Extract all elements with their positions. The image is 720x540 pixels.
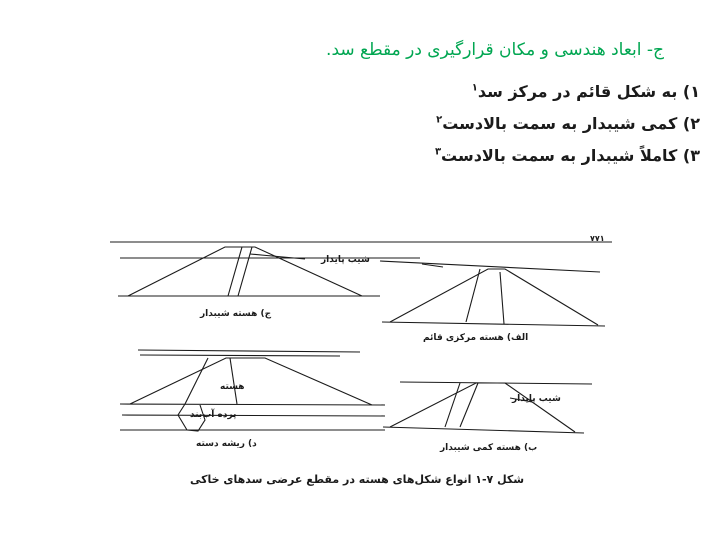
slope-label-right: شیب پایدار: [512, 394, 561, 404]
list-item-1-note: ۱: [471, 82, 478, 94]
corner-mark: ۷۷۱: [590, 234, 605, 243]
list-item-2: [436, 114, 700, 133]
list-item-2-text: ۲) کمی شیبدار به سمت بالادست: [442, 114, 700, 133]
curtain-label: پرده آب‌بند: [190, 410, 237, 420]
panel-b-section: [383, 382, 592, 433]
list-item-3-text: ۳) کاملاً شیبدار به سمت بالادست: [441, 146, 700, 165]
panel-a-section: [380, 261, 605, 326]
list-item-2-note: ۲: [436, 114, 443, 126]
list-item-3-note: ۳: [434, 146, 442, 158]
panel-c-label: ج) هسته شیبدار: [200, 309, 272, 319]
figure-caption: شکل ۷-۱ انواع شکل‌های هسته در مقطع عرضی سدهای خاکی: [190, 473, 525, 486]
panel-b-label: ب) هسته کمی شیبدار: [440, 443, 538, 453]
panel-c-section: [118, 247, 420, 296]
list-item-3: [435, 146, 700, 165]
panel-d-label: د) ریشه دسته: [196, 439, 257, 449]
core-label: هسته: [220, 382, 245, 392]
slide-heading: ج- ابعاد هندسی و مکان قرارگیری در مقطع سد.: [326, 40, 664, 60]
list-item-1-text: ۱) به شکل قائم در مرکز سد: [477, 82, 700, 101]
dam-core-figure: [100, 222, 620, 502]
panel-a-label: الف) هسته مرکزی قائم: [423, 333, 529, 343]
slope-label-top: شیب پایدار: [321, 255, 370, 265]
panel-d-section: [120, 350, 385, 431]
list-item-1: [472, 82, 700, 101]
